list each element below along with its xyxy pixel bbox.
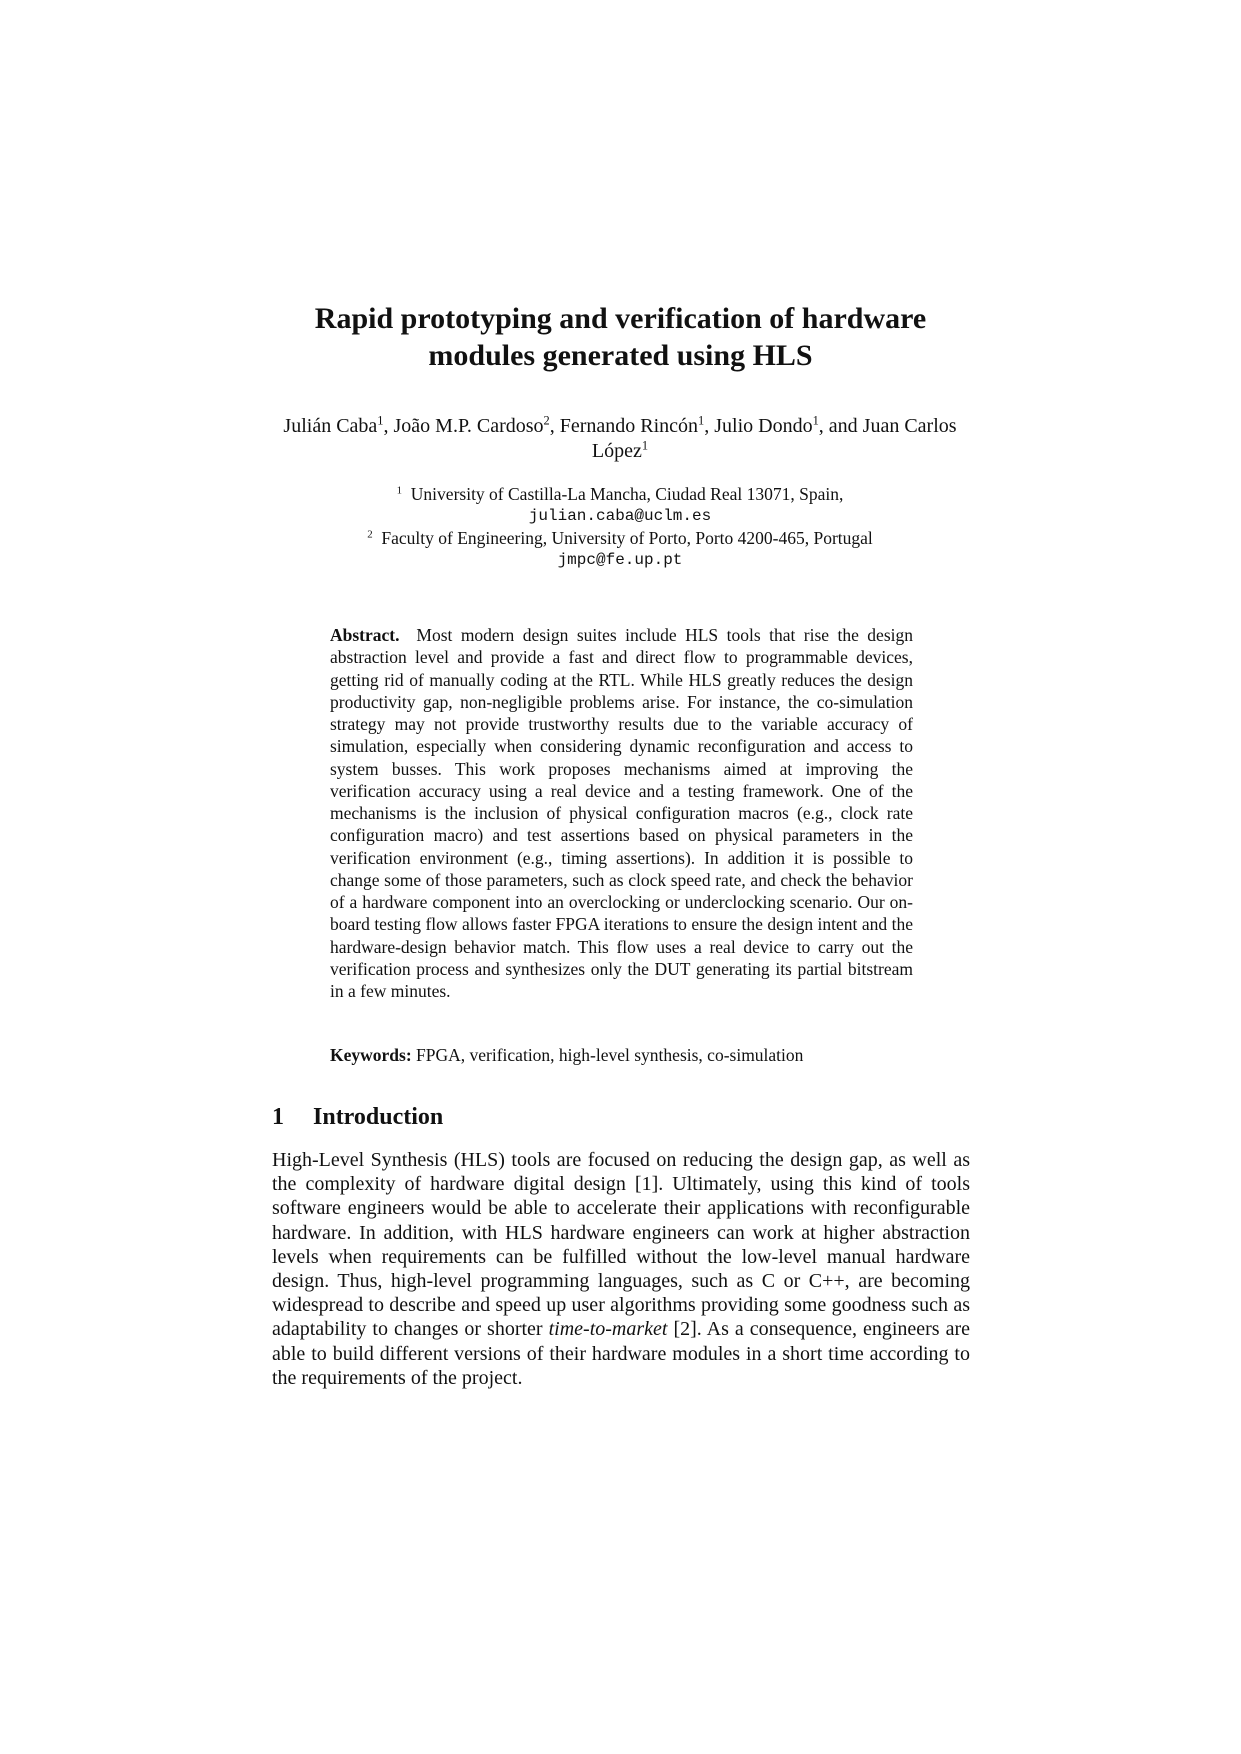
abstract-label: Abstract.: [330, 625, 400, 645]
author-name: Julio Dondo: [714, 415, 813, 437]
keywords-label: Keywords:: [330, 1045, 412, 1065]
section-title: Introduction: [313, 1104, 444, 1130]
section-number: 1: [272, 1104, 284, 1130]
title-line-2: modules generated using HLS: [428, 339, 813, 372]
author-affil-marker: 1: [377, 413, 384, 428]
author-name: Juan Carlos López: [591, 415, 957, 462]
author-affil-marker: 1: [812, 413, 819, 428]
affiliation-text: University of Castilla-La Mancha, Ciudad Real 13071, Spain,: [410, 484, 844, 504]
affiliations: [300, 483, 940, 571]
affiliation-1: [300, 483, 940, 505]
intro-text-part-2: [2]. As a consequence, engineers are able to build different versions of their hardware modules in a short time according to the requirements of the project.: [272, 1318, 970, 1389]
author-affil-marker: 1: [641, 438, 649, 453]
abstract-text: Most modern design suites include HLS tools that rise the design abstraction level and provide a fast and direct flow to programmable devices, getting rid of manually coding at the RTL. While HLS greatly reduces the design productivity gap, non-negligible problems arise. For instance, the co-simulation strategy may not provide trustworthy results due to the variable accuracy of simulation, especially when considering dynamic reconfiguration and access to system busses. This work proposes mechanisms aimed at improving the verification accuracy using a real device and a testing framework. One of the mechanisms is the inclusion of physical configuration macros (e.g., clock rate configuration macro) and test assertions based on physical parameters in the verification environment (e.g., timing assertions). In addition it is possible to change some of those parameters, such as clock speed rate, and check the behavior of a hardware component into an overclocking or underclocking scenario. Our on-board testing flow allows faster FPGA iterations to ensure the design intent and the hardware-design behavior match. This flow uses a real device to carry out the verification process and synthesizes only the DUT generating its partial bitstream in a few minutes.: [330, 625, 913, 1001]
paper-title: [0, 300, 1241, 374]
author-connector: and: [828, 415, 858, 437]
affiliation-number: 2: [367, 528, 373, 541]
keywords-text: FPGA, verification, high-level synthesis, co-simulation: [416, 1045, 804, 1065]
section-heading: [272, 1102, 972, 1132]
author-affil-marker: 2: [543, 413, 550, 428]
affiliation-text: Faculty of Engineering, University of Porto, Porto 4200-465, Portugal: [381, 528, 873, 548]
author-name: Fernando Rincón: [559, 415, 699, 437]
affiliation-2: [300, 527, 940, 549]
keywords: [330, 1044, 913, 1066]
affiliation-email: jmpc@fe.up.pt: [557, 551, 683, 569]
affiliation-email: julian.caba@uclm.es: [528, 507, 712, 525]
affiliation-number: 1: [396, 484, 403, 497]
intro-emphasis: time-to-market: [548, 1318, 668, 1341]
introduction-paragraph: [272, 1148, 970, 1390]
intro-text-part-1: High-Level Synthesis (HLS) tools are focused on reducing the design gap, as well as the complexity of hardware digital design [1]. Ultimately, using this kind of tools software engineers would be able to accelerate their applications with reconfigurable hardware. In addition, with HLS hardware engineers can work at higher abstraction levels when requirements can be fulfilled without the low-level manual hardware design. Thus, high-level programming languages, such as C or C++, are becoming widespread to describe and speed up user algorithms providing some goodness such as adaptability to changes or shorter: [272, 1149, 970, 1341]
author-name: Julián Caba: [283, 415, 378, 437]
title-line-1: Rapid prototyping and verification of hardware: [314, 302, 927, 335]
author-list: Julián Caba$^1$, João M.P. Cardoso$^2$, Fernando Rincón$^1$, Julio Dondo$^1$, and Juan Carlos López$^1$: [283, 413, 957, 462]
abstract: [330, 624, 913, 1002]
author-name: João M.P. Cardoso: [393, 415, 544, 437]
author-affil-marker: 1: [698, 413, 705, 428]
